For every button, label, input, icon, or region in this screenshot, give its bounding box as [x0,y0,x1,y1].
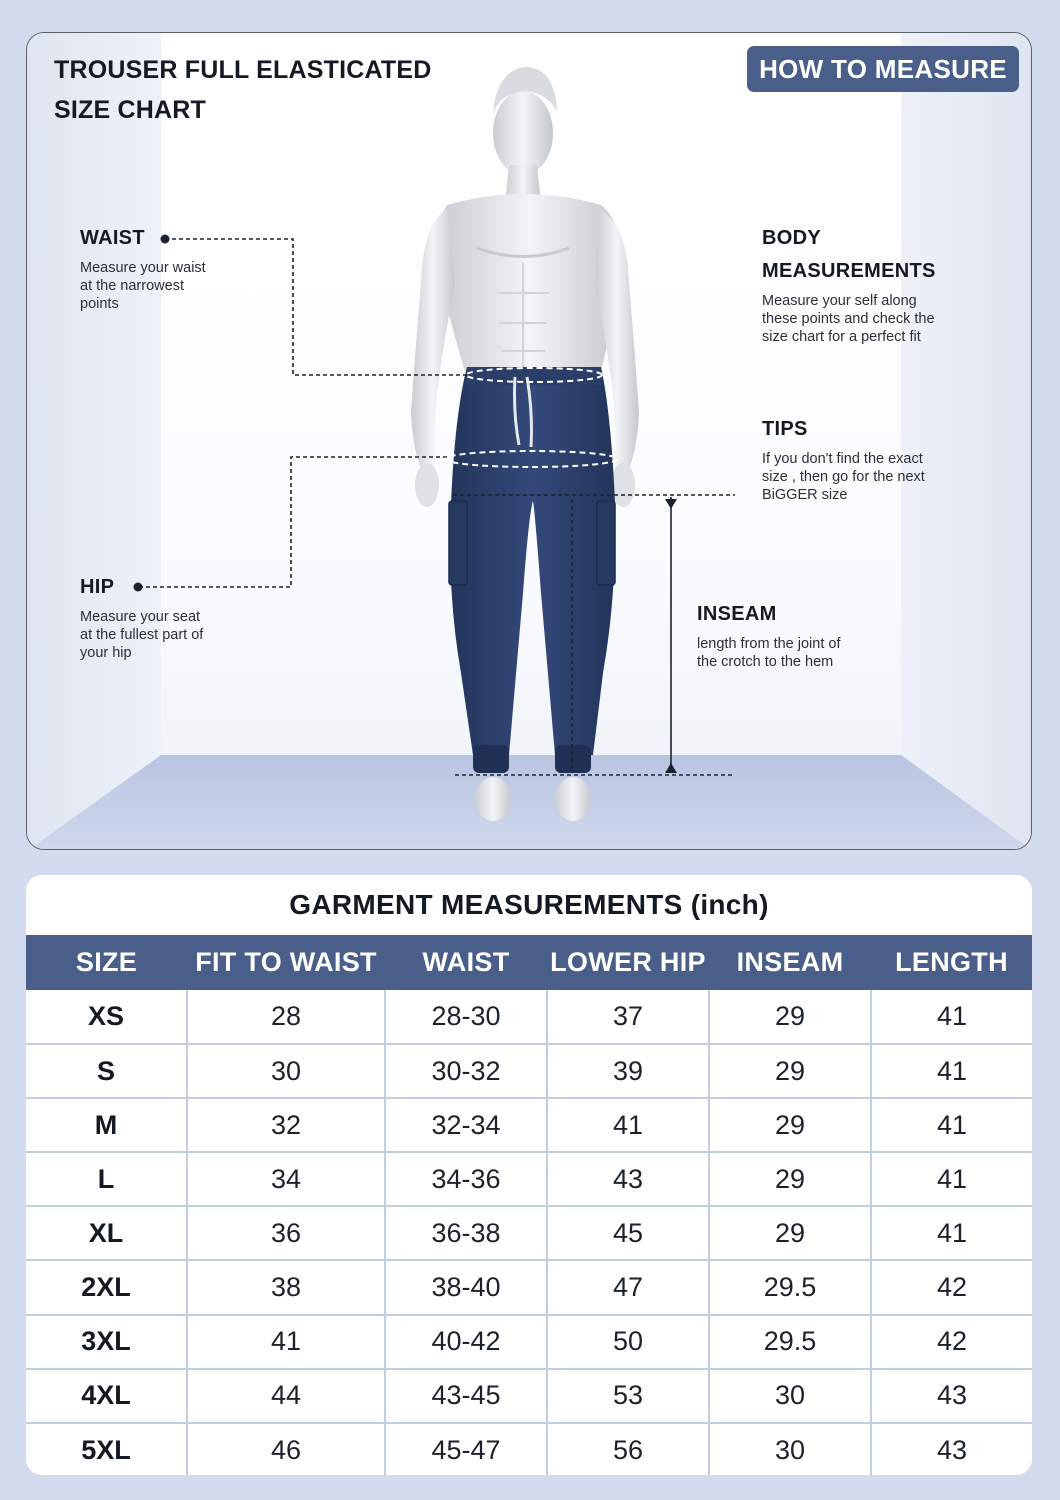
cell-waist: 28-30 [385,990,547,1044]
size-table-panel [26,875,1032,1475]
mannequin-head [493,91,553,175]
cell-size: S [26,1044,187,1098]
body-measurements-heading-2: MEASUREMENTS [762,260,936,282]
table-row [26,1260,1032,1314]
cell-fit-to-waist: 30 [187,1044,385,1098]
cell-lower-hip: 37 [547,990,709,1044]
cell-length: 41 [871,1098,1032,1152]
cell-size: XS [26,990,187,1044]
cell-lower-hip: 47 [547,1260,709,1314]
chart-title-line-1: TROUSER FULL ELASTICATED [54,56,432,84]
cell-fit-to-waist: 36 [187,1206,385,1260]
cell-waist: 36-38 [385,1206,547,1260]
table-row [26,1315,1032,1369]
table-row [26,990,1032,1044]
tips-heading: TIPS [762,418,808,440]
hip-description: Measure your seat at the fullest part of your hip [80,609,204,661]
cell-inseam: 29 [709,1152,871,1206]
header-fit-to-waist: FIT TO WAIST [187,935,385,990]
cell-inseam: 29.5 [709,1315,871,1369]
table-title: GARMENT MEASUREMENTS (inch) [289,889,769,920]
header-size: SIZE [26,935,187,990]
cell-fit-to-waist: 41 [187,1315,385,1369]
cell-size: 3XL [26,1315,187,1369]
header-lower-hip: LOWER HIP [547,935,709,990]
cell-inseam: 29 [709,1098,871,1152]
cell-length: 42 [871,1260,1032,1314]
cell-size: L [26,1152,187,1206]
measurement-guide-panel [26,32,1032,850]
inseam-description: length from the joint of the crotch to the hem [697,636,841,670]
cell-fit-to-waist: 32 [187,1098,385,1152]
cell-lower-hip: 43 [547,1152,709,1206]
cell-inseam: 29 [709,1044,871,1098]
cell-size: 4XL [26,1369,187,1423]
cell-waist: 32-34 [385,1098,547,1152]
header-waist: WAIST [385,935,547,990]
size-table [26,935,1032,1475]
cell-waist: 34-36 [385,1152,547,1206]
table-row [26,1098,1032,1152]
cell-length: 42 [871,1315,1032,1369]
cell-lower-hip: 39 [547,1044,709,1098]
table-header-row [26,935,1032,990]
cargo-pocket-right [597,501,615,585]
cell-lower-hip: 41 [547,1098,709,1152]
cell-lower-hip: 45 [547,1206,709,1260]
cell-waist: 30-32 [385,1044,547,1098]
cell-fit-to-waist: 46 [187,1423,385,1475]
mannequin-illustration [27,33,1032,850]
cell-length: 41 [871,1152,1032,1206]
mannequin-right-foot [555,777,591,821]
cell-inseam: 30 [709,1423,871,1475]
cell-lower-hip: 56 [547,1423,709,1475]
chart-title-line-2: SIZE CHART [54,96,206,124]
waist-heading: WAIST [80,227,145,249]
mannequin-left-foot [475,777,511,821]
hip-heading: HIP [80,576,115,598]
table-row [26,1369,1032,1423]
cell-length: 41 [871,990,1032,1044]
table-row [26,1152,1032,1206]
waist-dot [161,235,170,244]
cell-size: 5XL [26,1423,187,1475]
waist-description: Measure your waist at the narrowest points [80,260,206,312]
table-row [26,1044,1032,1098]
header-length: LENGTH [871,935,1032,990]
cell-size: M [26,1098,187,1152]
cell-waist: 40-42 [385,1315,547,1369]
body-measurements-description: Measure your self along these points and check the size chart for a perfect fit [762,293,935,345]
cell-fit-to-waist: 28 [187,990,385,1044]
how-to-measure-button[interactable]: HOW TO MEASURE [747,46,1019,92]
hip-dot [134,583,143,592]
cell-inseam: 30 [709,1369,871,1423]
cell-fit-to-waist: 44 [187,1369,385,1423]
cell-length: 43 [936,1434,968,1465]
body-measurements-heading: BODY [762,227,821,249]
cell-inseam: 29.5 [709,1260,871,1314]
inseam-heading: INSEAM [697,603,777,625]
hip-guide-line [139,457,447,587]
cell-lower-hip: 53 [547,1369,709,1423]
table-row [26,1423,1032,1475]
cell-length: 41 [871,1044,1032,1098]
header-inseam: INSEAM [709,935,871,990]
cell-waist: 45-47 [385,1423,547,1475]
cell-length: 43 [871,1369,1032,1423]
mannequin-left-arm [411,209,455,473]
cell-lower-hip: 50 [547,1315,709,1369]
cell-length: 41 [871,1206,1032,1260]
tips-description: If you don't find the exact size , then go for the next BiGGER size [762,451,925,503]
cell-waist: 43-45 [385,1369,547,1423]
cell-waist: 38-40 [385,1260,547,1314]
cell-size: XL [26,1206,187,1260]
cell-fit-to-waist: 34 [187,1152,385,1206]
cell-size: 2XL [26,1260,187,1314]
table-row [26,1206,1032,1260]
cell-inseam: 29 [709,990,871,1044]
cell-inseam: 29 [709,1206,871,1260]
cargo-pocket-left [449,501,467,585]
cell-fit-to-waist: 38 [187,1260,385,1314]
